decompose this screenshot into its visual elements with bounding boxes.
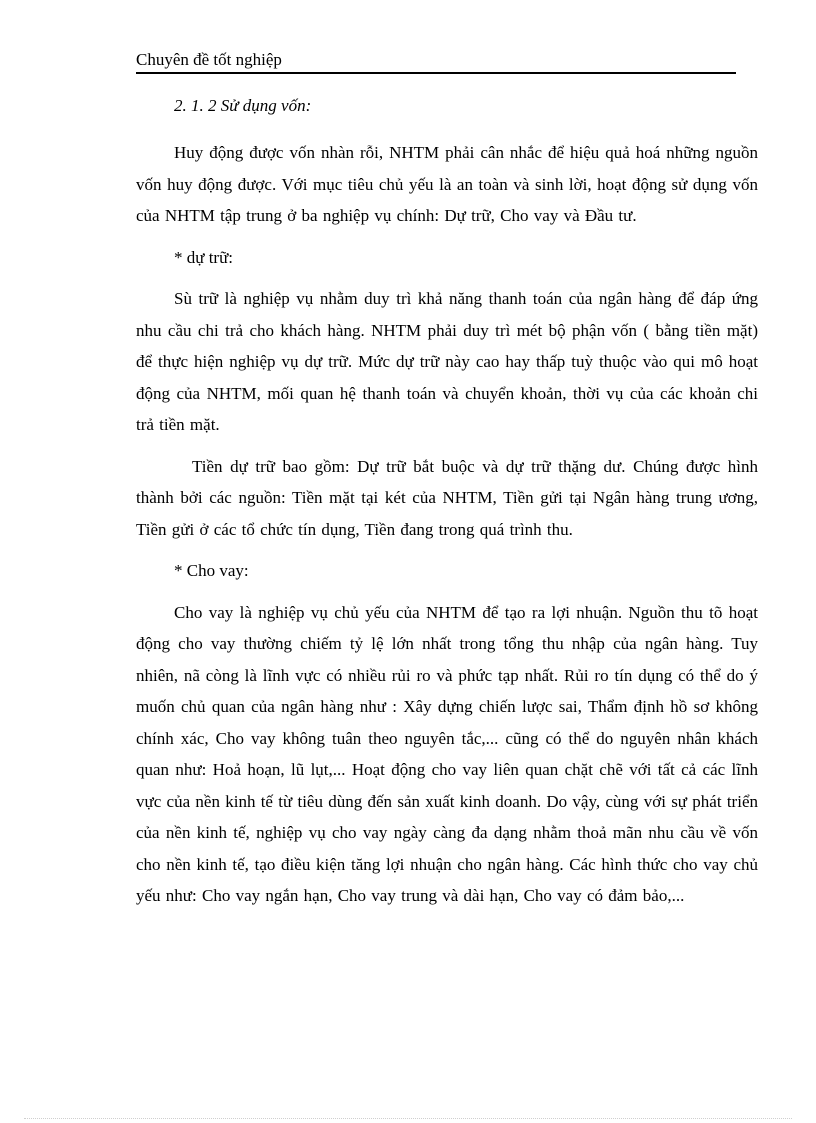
page-body [136,95,758,912]
page-header: Chuyên đề tốt nghiệp [136,49,736,74]
loan-label: * Cho vay: [174,561,249,580]
reserve-label: * dự trữ: [174,247,234,267]
paragraph-reserve-2: Tiền dự trữ bao gồm: Dự trữ bắt buộc và dự trữ thặng dư. Chúng được hình thành bởi các nguồn: Tiền mặt tại két của NHTM, Tiền gửi tại Ngân hàng trung ương, Tiền gửi ở các tổ chức tín dụng, Tiền đang trong quá trình thu. [136,456,758,539]
paragraph-loan-1: Cho vay là nghiệp vụ chủ yếu của NHTM để tạo ra lợi nhuận. Nguồn thu tõ hoạt động cho vay thường chiếm tỷ lệ lớn nhất trong tổng thu nhập của ngân hàng. Tuy nhiên, nã còng là lĩnh vực có nhiều rủi ro và phức tạp nhất. Rủi ro tín dụng có thể do ý muốn chủ quan của ngân hàng như : Xây dựng chiến lược sai, Thẩm định hồ sơ không chính xác, Cho vay không tuân theo nguyên tắc,... cũng có thể do nguyên nhân khách quan như: Hoả hoạn, lũ lụt,... Hoạt động cho vay liên quan chặt chẽ với tất cả các lĩnh vực của nền kinh tế từ tiêu dùng đến sản xuất kinh doanh. Do vậy, cùng với sự phát triển của nền kinh tế, nghiệp vụ cho vay ngày càng đa dạng nhằm thoả mãn nhu cầu về vốn cho nền kinh tế, tạo điều kiện tăng lợi nhuận cho ngân hàng. Các hình thức cho vay chủ yếu như: Cho vay ngắn hạn, Cho vay trung và dài hạn, Cho vay có đảm bảo,... [136,602,758,905]
paragraph-reserve-1: Sù trữ là nghiệp vụ nhằm duy trì khả năng thanh toán của ngân hàng để đáp ứng nhu cầu chi trả cho khách hàng. NHTM phải duy trì mét bộ phận vốn ( bằng tiền mặt) để thực hiện nghiệp vụ dự trữ. Mức dự trữ này cao hay thấp tuỳ thuộc vào qui mô hoạt động của NHTM, mối quan hệ thanh toán và chuyển khoản, thời vụ của các khoản chi trả tiền mặt. [136,289,758,434]
footer-divider [24,1118,792,1119]
section-heading: 2. 1. 2 Sử dụng vốn: [174,96,312,115]
paragraph-intro: Huy động được vốn nhàn rỗi, NHTM phải cân nhắc để hiệu quả hoá những nguồn vốn huy động được. Với mục tiêu chủ yếu là an toàn và sinh lời, hoạt động sử dụng vốn của NHTM tập trung ở ba nghiệp vụ chính: Dự trữ, Cho vay và Đầu tư. [136,143,758,225]
